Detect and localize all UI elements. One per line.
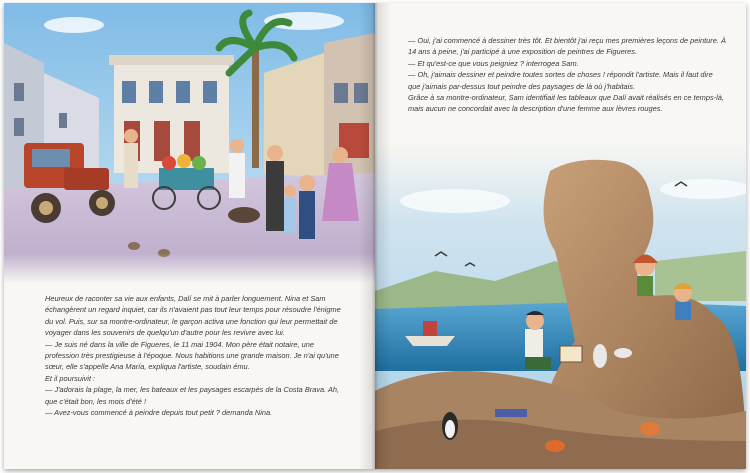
coast-scene-illustration [375,141,746,469]
paragraph: Heureux de raconter sa vie aux enfants, Dalí se mit à parler longuement. Nina et Sam échangèrent un regard inquiet, car ils n'avaient pas tout leur temps pour résoudre l'énigme du vol. Puis, sur sa montre-ordinateur, le garçon activa une fonction qui leur permettait de voyager dans les souvenirs de quelqu'un d'autre pour les revivre avec lui. [45,294,341,338]
open-book [4,3,746,469]
paragraph: — Oh, j'aimais dessiner et peindre toutes sortes de choses ! répondit l'artiste. Mais il faut dire que j'aimais par-dessus tout peindre des paysages de là où j'habitais. [408,70,713,91]
paragraph: — Et qu'est-ce que vous peigniez ? interrogea Sam. [408,58,579,68]
left-page [4,3,375,469]
street-scene-illustration [4,3,375,283]
paragraph: Et il poursuivit : [45,373,96,383]
paragraph: — Je suis né dans la ville de Figueres, le 11 mai 1904. Mon père était notaire, une profession très prestigieuse à l'époque. Nous habitions une grande maison. Je n'ai qu'une sœur, elle s'appelle Ana María, expliqua l'artiste, soudain ému. [45,339,339,372]
paragraph: — J'adorais la plage, la mer, les bateaux et les paysages escarpés de la Costa Brava. Ah, que c'était bon, les mois d'été ! [45,385,340,406]
paragraph: — Oui, j'ai commencé à dessiner très tôt. Et bientôt j'ai reçu mes premières leçons de peinture. À 14 ans à peine, j'ai participé à une exposition de peintres de Figueres. [408,36,726,57]
paragraph: Grâce à sa montre-ordinateur, Sam identifiait les tableaux que Dalí avait réalisés en ce temps-là, mais aucun ne concordait avec la description d'une femme aux lèvres rouges. [408,93,724,114]
paragraph: — Avez-vous commencé à peindre depuis tout petit ? demanda Nina. [45,408,273,418]
left-page-text [45,293,350,418]
right-page-text [408,35,726,115]
right-page [375,3,746,469]
